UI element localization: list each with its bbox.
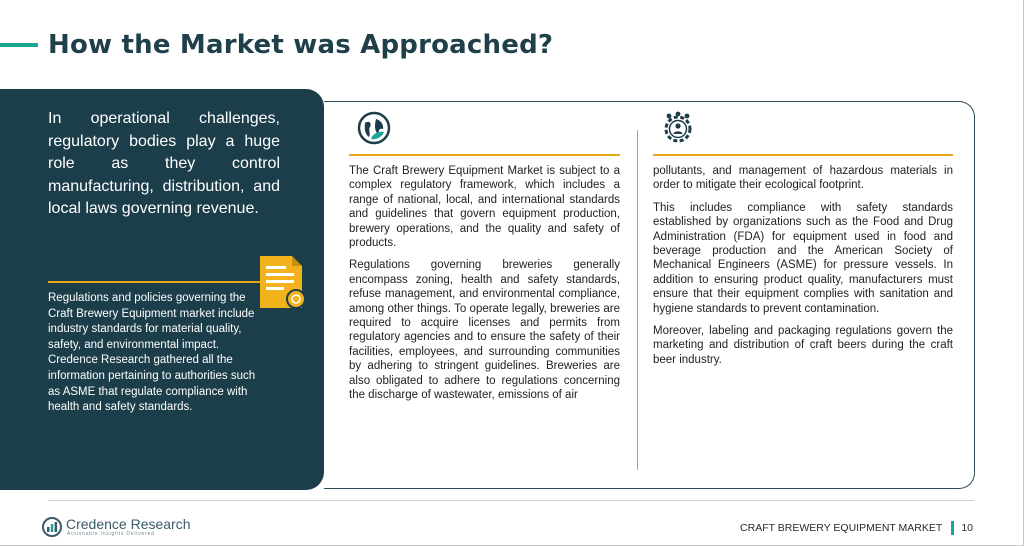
column-2-paragraph: pollutants, and management of hazardous materials in order to mitigate their ecological footprint. bbox=[653, 165, 953, 192]
footer-right bbox=[740, 521, 973, 535]
credence-research-logo bbox=[42, 516, 191, 538]
logo-tagline: Actionable Insights Delivered bbox=[67, 531, 155, 537]
column-1-divider bbox=[349, 154, 620, 156]
left-panel-body: Regulations and policies governing the Craft Brewery Equipment market include industry standards for material quality, safety, and environmental impact. Credence Research gathered all the information pertaining to authorities such as ASME that regulate compliance with health and safety standards. bbox=[48, 292, 256, 414]
footer-divider bbox=[48, 500, 974, 501]
logo-icon bbox=[42, 517, 62, 537]
certificate-icon bbox=[258, 254, 308, 312]
logo-name: Credence Research bbox=[66, 516, 191, 532]
column-divider bbox=[637, 130, 638, 470]
column-1-paragraph: Regulations governing breweries generally encompass zoning, health and safety standards, refuse management, and environmental compliance, among other things. To operate legally, breweries are required to acquire licenses and permits from regulatory agencies and to ensure the safety of their facilities, employees, and surrounding communities by adhering to stringent guidelines. Breweries are also obligated to adhere to regulations concerning the discharge of wastewater, emissions of air bbox=[349, 259, 620, 402]
team-gear-icon bbox=[661, 111, 695, 145]
globe-leaf-icon bbox=[357, 111, 391, 145]
column-2-divider bbox=[653, 154, 953, 156]
column-1-paragraph: The Craft Brewery Equipment Market is subject to a complex regulatory framework, which includes a range of national, local, and international standards and guidelines that govern equipment production, brewery operations, and the quality and safety of products. bbox=[349, 165, 620, 250]
page-title: How the Market was Approached? bbox=[48, 30, 554, 60]
page-number: 10 bbox=[961, 522, 973, 534]
column-2-paragraph: This includes compliance with safety standards established by organizations such as the Food and Drug Administration (FDA) for equipment used in food and beverage production and the American Society of Mechanical Engineers (ASME) for pressure vessels. In addition to ensuring product quality, manufacturers must ensure that their equipment complies with sanitation and hygiene standards to prevent contamination. bbox=[653, 201, 953, 315]
report-name: CRAFT BREWERY EQUIPMENT MARKET bbox=[740, 522, 943, 534]
left-panel-divider bbox=[48, 281, 262, 283]
title-accent-bar bbox=[0, 43, 38, 47]
footer-accent-bar bbox=[951, 521, 954, 535]
left-panel-intro: In operational challenges, regulatory bodies play a huge role as they control manufacturing, distribution, and local laws governing revenue. bbox=[48, 110, 280, 217]
column-2-text bbox=[653, 164, 953, 375]
column-2-paragraph: Moreover, labeling and packaging regulations govern the marketing and distribution of craft beers during the craft beer industry. bbox=[653, 325, 953, 366]
column-1-text bbox=[349, 164, 620, 411]
